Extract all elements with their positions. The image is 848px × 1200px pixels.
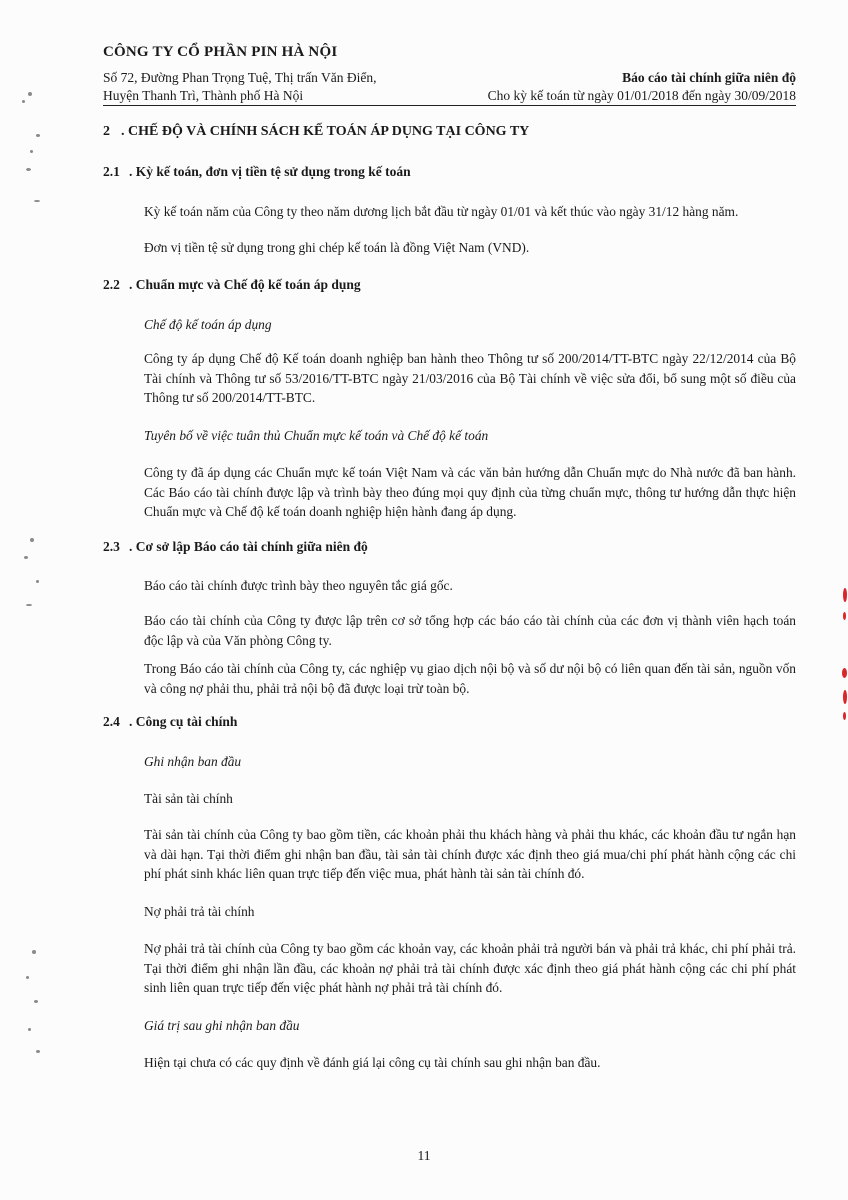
- subsection-number: 2.1: [103, 164, 120, 179]
- subsection-title: . Công cụ tài chính: [129, 714, 238, 729]
- subsection-title: . Kỳ kế toán, đơn vị tiền tệ sử dụng trong kế toán: [129, 164, 411, 179]
- scan-speck: [36, 1050, 40, 1053]
- scan-speck: [22, 100, 25, 103]
- page-number: 11: [417, 1148, 431, 1163]
- section-title: . CHẾ ĐỘ VÀ CHÍNH SÁCH KẾ TOÁN ÁP DỤNG TẠI CÔNG TY: [121, 124, 530, 139]
- scan-speck: [30, 538, 34, 542]
- paragraph: Báo cáo tài chính được trình bày theo nguyên tắc giá gốc.: [144, 578, 453, 593]
- subsection-number: 2.4: [103, 714, 120, 729]
- paragraph: Hiện tại chưa có các quy định về đánh giá lại công cụ tài chính sau ghi nhận ban đầu.: [144, 1055, 601, 1070]
- italic-subheading: Chế độ kế toán áp dụng: [144, 317, 272, 332]
- scan-speck: [30, 150, 33, 153]
- paragraph: Báo cáo tài chính của Công ty được lập trên cơ sở tổng hợp các báo cáo tài chính của các đơn vị thành viên hạch toán độc lập và của Văn phòng Công ty.: [144, 613, 796, 648]
- paragraph: Tài sản tài chính của Công ty bao gồm tiền, các khoản phải thu khách hàng và phải thu khác, các khoản đầu tư ngắn hạn và dài hạn. Tại thời điểm ghi nhận ban đầu, tài sản tài chính được xác định theo giá mua/chi phí phát hành cộng các chi phí phát sinh khác liên quan trực tiếp đến việc mua, phát hành tài sản tài chính đó.: [144, 827, 796, 881]
- label: Nợ phải trả tài chính: [144, 904, 255, 919]
- report-period: Cho kỳ kế toán từ ngày 01/01/2018 đến ngày 30/09/2018: [487, 88, 796, 103]
- stamp-residue: [843, 712, 846, 720]
- company-name: CÔNG TY CỔ PHẦN PIN HÀ NỘI: [103, 44, 338, 60]
- scan-speck: [36, 134, 40, 137]
- section-heading: [103, 124, 803, 144]
- paragraph: Trong Báo cáo tài chính của Công ty, các nghiệp vụ giao dịch nội bộ và số dư nội bộ có liên quan đến tài sản, nguồn vốn và công nợ phải thu, phải trả nội bộ đã được loại trừ toàn bộ.: [144, 661, 796, 696]
- paragraph: Công ty đã áp dụng các Chuẩn mực kế toán Việt Nam và các văn bản hướng dẫn Chuẩn mực do Nhà nước đã ban hành. Các Báo cáo tài chính được lập và trình bày theo đúng mọi quy định của từng chuẩn mực, thông tư hướng dẫn thực hiện Chuẩn mực và Chế độ kế toán doanh nghiệp hiện hành đang áp dụng.: [144, 465, 796, 519]
- subsection-number: 2.3: [103, 539, 120, 554]
- subsection-title: . Chuẩn mực và Chế độ kế toán áp dụng: [129, 277, 361, 292]
- paragraph: Đơn vị tiền tệ sử dụng trong ghi chép kế toán là đồng Việt Nam (VND).: [144, 240, 530, 255]
- paragraph: Công ty áp dụng Chế độ Kế toán doanh nghiệp ban hành theo Thông tư số 200/2014/TT-BTC ngày 22/12/2014 của Bộ Tài chính và Thông tư số 53/2016/TT-BTC ngày 21/03/2016 của Bộ Tài chính về việc sửa đổi, bổ sung một số điều của Thông tư số 200/2014/TT-BTC.: [144, 351, 796, 405]
- company-address-line2: Huyện Thanh Trì, Thành phố Hà Nội: [103, 88, 304, 103]
- italic-subheading: Giá trị sau ghi nhận ban đầu: [144, 1018, 300, 1033]
- stamp-residue: [842, 668, 847, 678]
- subsection-heading-2-1: [103, 164, 803, 184]
- subsection-heading-2-3: [103, 539, 803, 559]
- subsection-heading-2-4: [103, 714, 803, 734]
- scan-speck: [34, 1000, 38, 1003]
- scan-speck: [28, 92, 32, 96]
- italic-subheading: Ghi nhận ban đầu: [144, 754, 242, 769]
- scan-speck: [34, 200, 40, 202]
- scan-speck: [36, 580, 39, 583]
- subsection-number: 2.2: [103, 277, 120, 292]
- scan-speck: [28, 1028, 31, 1031]
- subsection-title: . Cơ sở lập Báo cáo tài chính giữa niên độ: [129, 539, 368, 554]
- stamp-residue: [843, 612, 846, 620]
- report-title: Báo cáo tài chính giữa niên độ: [622, 70, 796, 85]
- stamp-residue: [843, 690, 847, 704]
- italic-subheading: Tuyên bố về việc tuân thủ Chuẩn mực kế toán và Chế độ kế toán: [144, 428, 489, 443]
- scan-speck: [32, 950, 36, 954]
- company-address-line1: Số 72, Đường Phan Trọng Tuệ, Thị trấn Văn Điển,: [103, 70, 377, 85]
- header-divider: [103, 105, 796, 106]
- scan-speck: [26, 976, 29, 979]
- paragraph: Kỳ kế toán năm của Công ty theo năm dương lịch bắt đầu từ ngày 01/01 và kết thúc vào ngày 31/12 hàng năm.: [144, 204, 739, 219]
- paragraph: Nợ phải trả tài chính của Công ty bao gồm các khoản vay, các khoản phải trả người bán và phải trả khác, chi phí phải trả. Tại thời điểm ghi nhận lần đầu, các khoản nợ phải trả tài chính được xác định theo giá phát hành cộng các chi phí phát sinh liên quan trực tiếp đến việc phát hành nợ phải trả tài chính đó.: [144, 941, 796, 995]
- scan-speck: [26, 168, 31, 171]
- section-number: 2: [103, 124, 110, 139]
- scan-speck: [24, 556, 28, 559]
- label: Tài sản tài chính: [144, 791, 233, 806]
- subsection-heading-2-2: [103, 277, 803, 297]
- stamp-residue: [843, 588, 847, 602]
- scan-speck: [26, 604, 32, 606]
